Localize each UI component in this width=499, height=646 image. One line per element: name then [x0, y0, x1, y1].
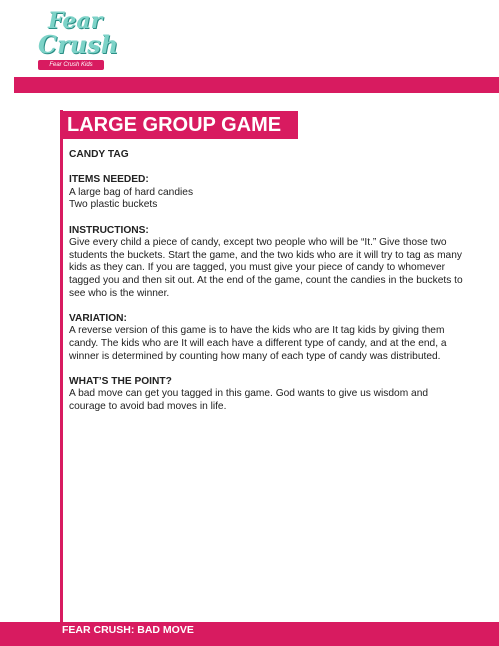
point-text: A bad move can get you tagged in this game. God wants to give us wisdom and courage to avoid bad moves in life. [69, 388, 429, 412]
logo-line-1: Fear [48, 8, 103, 34]
variation-section [69, 313, 464, 363]
variation-heading: VARIATION: [69, 312, 127, 324]
instructions-section [69, 225, 464, 301]
variation-text: A reverse version of this game is to have the kids who are It tag kids by giving them candy. The kids who are It will each have a different type of candy, and at the end, a winner is determined by counting how many of each type of candy was distributed. [69, 325, 447, 362]
instructions-text: Give every child a piece of candy, except two people who will be “It.” Give those two students the buckets. Start the game, and the two kids who are it will try to tag as many kids as they can. If you are tagged, you must give your piece of candy to whomever tagged you and then sit out. At the end of the game, count the candies in the buckets to see who is the winner. [69, 237, 463, 299]
logo-tagline: Fear Crush Kids [38, 60, 104, 70]
item-line: Two plastic buckets [69, 199, 158, 211]
footer-title: FEAR CRUSH: BAD MOVE [62, 624, 194, 636]
point-section [69, 376, 464, 414]
fear-crush-logo [34, 6, 119, 76]
point-heading: WHAT’S THE POINT? [69, 375, 172, 387]
instructions-heading: INSTRUCTIONS: [69, 224, 149, 236]
items-needed-heading: ITEMS NEEDED: [69, 174, 149, 186]
item-line: A large bag of hard candies [69, 186, 194, 198]
logo-line-2: Crush [38, 30, 119, 59]
game-content [69, 149, 464, 426]
left-margin-rule [60, 110, 63, 622]
page-title: LARGE GROUP GAME [60, 111, 298, 139]
game-name: CANDY TAG [69, 149, 129, 160]
header-bar [14, 77, 499, 93]
items-needed-section [69, 174, 464, 212]
